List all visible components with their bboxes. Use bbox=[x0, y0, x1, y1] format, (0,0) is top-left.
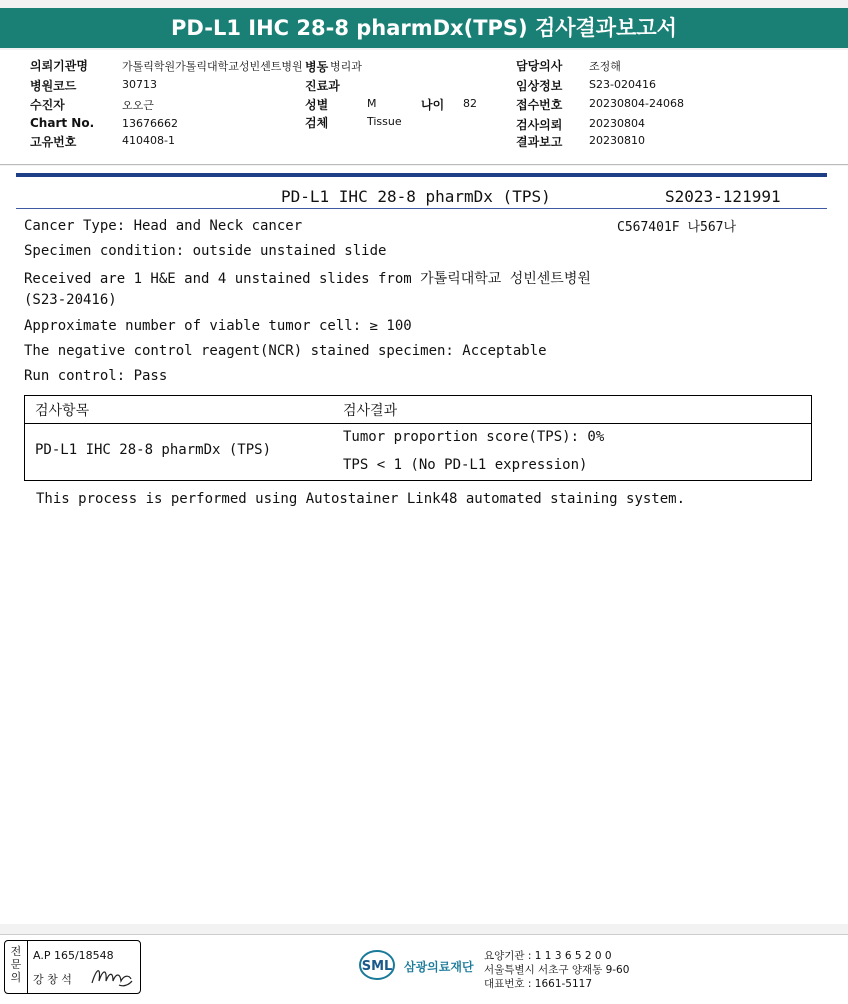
report-number: S2023-121991 bbox=[665, 187, 781, 206]
doctor-value: 조정해 bbox=[589, 60, 621, 73]
text-line: Approximate number of viable tumor cell: ≥ 100 bbox=[24, 318, 412, 334]
specimen-value: Tissue bbox=[367, 115, 402, 128]
report-date-value: 20230810 bbox=[589, 134, 645, 147]
ward-label: 병동 bbox=[305, 60, 329, 74]
text-line: Specimen condition: outside unstained slide bbox=[24, 243, 387, 259]
logo-name: 삼광의료재단 bbox=[404, 960, 474, 974]
institution-value: 가톨릭학원가톨릭대학교성빈센트병원 bbox=[122, 60, 303, 73]
pathologist-license: A.P 165/18548 bbox=[33, 949, 114, 962]
tps-score: Tumor proportion score(TPS): 0% bbox=[343, 429, 605, 445]
test-title: PD-L1 IHC 28-8 pharmDx (TPS) bbox=[281, 187, 551, 206]
specimen-code: C567401F 나567나 bbox=[617, 220, 737, 235]
age-value: 82 bbox=[463, 97, 477, 110]
process-note: This process is performed using Autostainer Link48 automated staining system. bbox=[36, 491, 686, 507]
clinical-label: 임상정보 bbox=[516, 79, 563, 93]
sml-logo-icon bbox=[357, 947, 397, 983]
text-line: (S23-20416) bbox=[24, 292, 117, 308]
receipt-value: 20230804-24068 bbox=[589, 97, 684, 110]
table-header-divider bbox=[25, 423, 811, 424]
receipt-label: 접수번호 bbox=[516, 98, 563, 112]
phone: 대표번호 : 1661-5117 bbox=[484, 978, 593, 990]
test-item: PD-L1 IHC 28-8 pharmDx (TPS) bbox=[35, 442, 272, 458]
request-value: 20230804 bbox=[589, 117, 645, 130]
footer-divider bbox=[0, 934, 848, 935]
unique-value: 410408-1 bbox=[122, 134, 175, 147]
specimen-label: 검체 bbox=[305, 116, 329, 130]
dept-label: 진료과 bbox=[305, 79, 340, 93]
hospital-code-value: 30713 bbox=[122, 78, 157, 91]
text-line: Run control: Pass bbox=[24, 368, 168, 384]
clinical-value: S23-020416 bbox=[589, 78, 656, 91]
col-header-item: 검사항목 bbox=[35, 403, 90, 419]
address: 서울특별시 서초구 양재동 9-60 bbox=[484, 964, 630, 976]
institution-code: 요양기관 : 1 1 3 6 5 2 0 0 bbox=[484, 950, 612, 962]
doctor-label: 담당의사 bbox=[516, 59, 563, 73]
request-label: 검사의뢰 bbox=[516, 118, 563, 132]
logo-letters: SML bbox=[361, 959, 393, 974]
signature-box bbox=[4, 940, 141, 994]
signature-divider bbox=[27, 941, 28, 993]
text-line: Received are 1 H&E and 4 unstained slides from 가톨릭대학교 성빈센트병원 bbox=[24, 271, 591, 287]
top-rule bbox=[16, 173, 827, 177]
hospital-code-label: 병원코드 bbox=[30, 79, 77, 93]
title-rule bbox=[16, 208, 827, 209]
chart-value: 13676662 bbox=[122, 117, 178, 130]
institution-label: 의뢰기관명 bbox=[30, 59, 88, 73]
patient-value: 오오근 bbox=[122, 99, 154, 112]
col-header-result: 검사결과 bbox=[343, 403, 398, 419]
sex-label: 성별 bbox=[305, 98, 329, 112]
age-label: 나이 bbox=[421, 98, 445, 112]
patient-label: 수진자 bbox=[30, 98, 65, 112]
report-title: PD-L1 IHC 28-8 pharmDx(TPS) 검사결과보고서 bbox=[0, 8, 848, 48]
ward-value: 병리과 bbox=[330, 60, 362, 73]
tps-interpretation: TPS < 1 (No PD-L1 expression) bbox=[343, 457, 588, 473]
chart-label: Chart No. bbox=[30, 116, 95, 130]
header-divider bbox=[0, 164, 848, 165]
signature-icon bbox=[89, 963, 135, 989]
specialist-label: 전문의 bbox=[10, 945, 22, 984]
pathologist-name: 강 창 석 bbox=[33, 973, 72, 986]
results-table bbox=[24, 395, 812, 481]
sex-value: M bbox=[367, 97, 377, 110]
unique-label: 고유번호 bbox=[30, 135, 77, 149]
text-line: The negative control reagent(NCR) stained specimen: Acceptable bbox=[24, 343, 547, 359]
report-date-label: 결과보고 bbox=[516, 135, 563, 149]
text-line: Cancer Type: Head and Neck cancer bbox=[24, 218, 303, 234]
